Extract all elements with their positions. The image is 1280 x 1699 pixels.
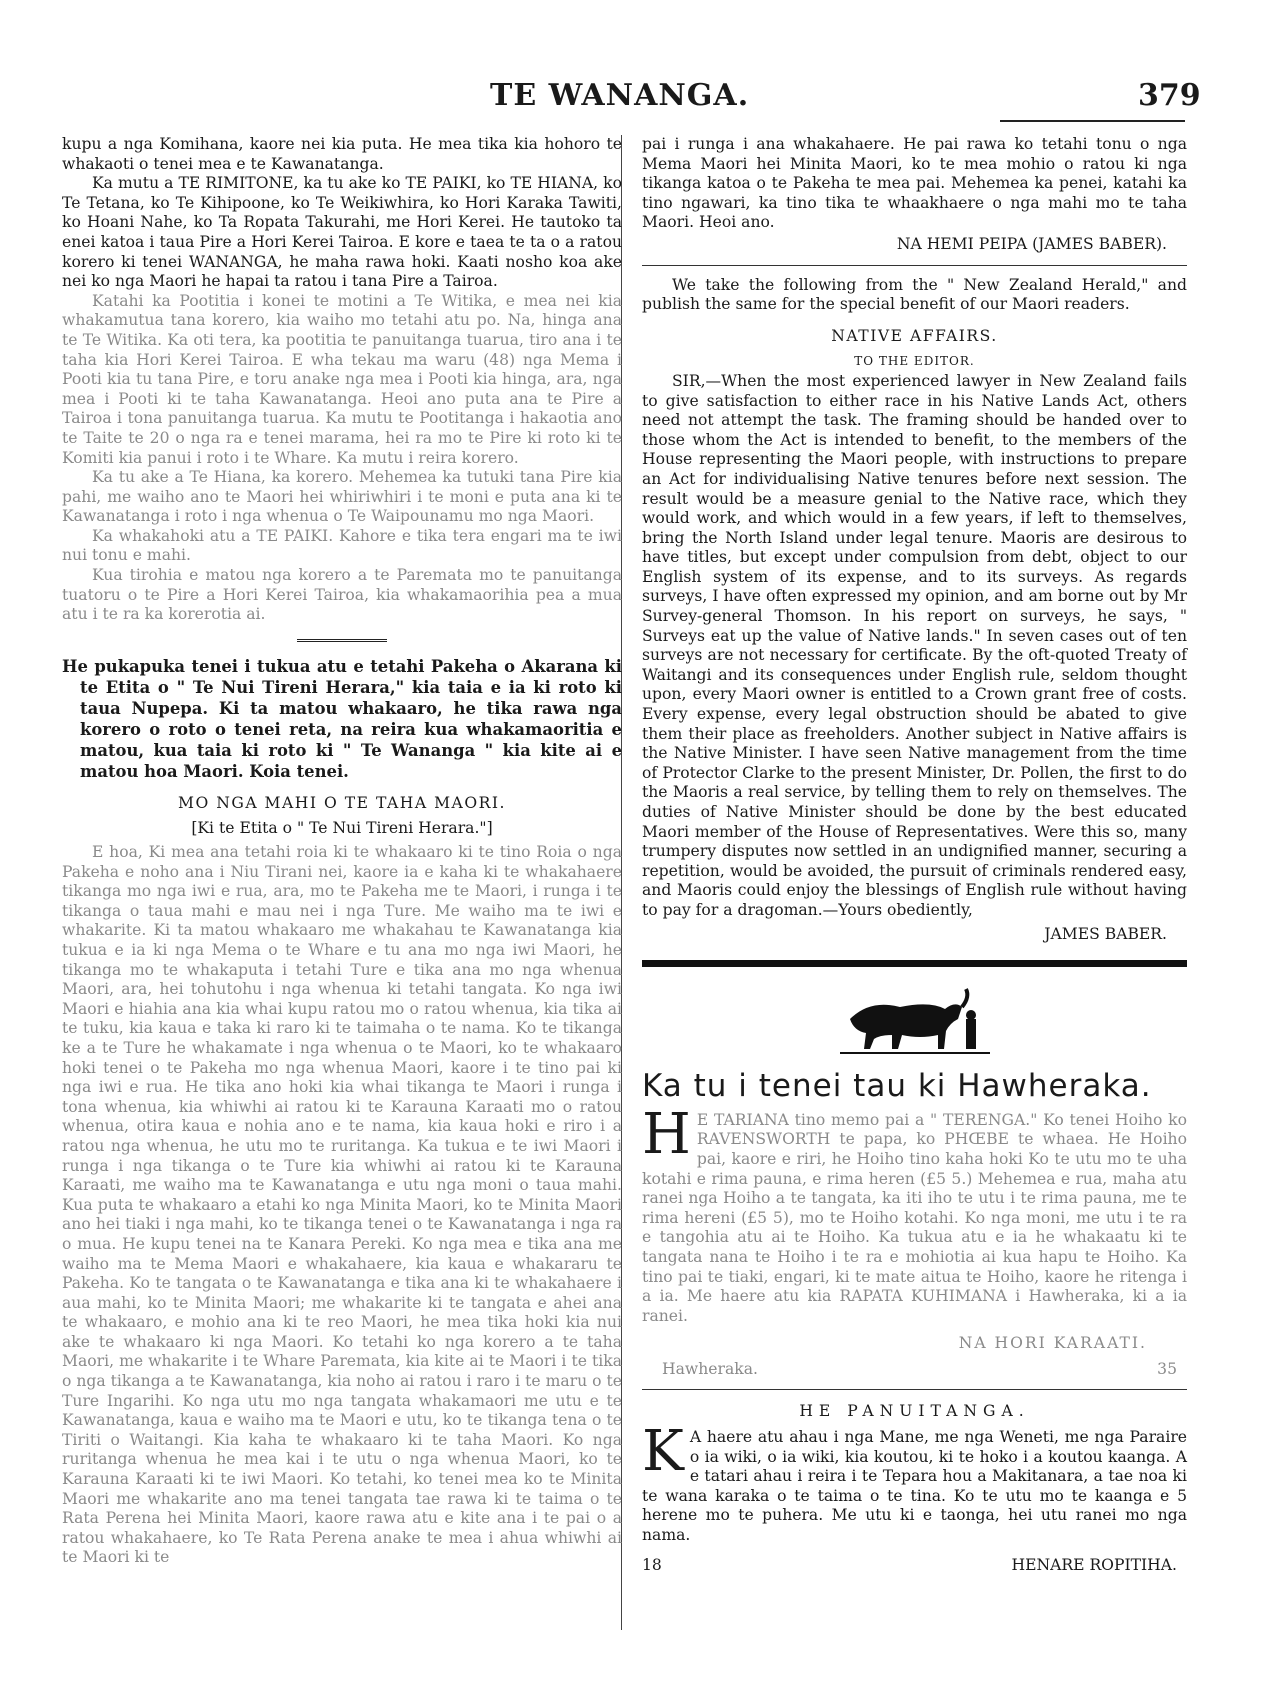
notice-text: A haere atu ahau i nga Mane, me nga Weneti, me nga Paraire o ia wiki, o ia wiki, kia koutou, ki te hoko i a koutou kaanga. A e tatari ahau i reira i te Tepara hou a Makitanara, a tae noa ki te wana karaka o te taima o te tina. Ko te utu mo te kaanga e 5 herene mo te puhera. Me utu ki e taonga, hei utu ranei mo nga nama. [642,1428,1187,1545]
divider [642,1389,1187,1390]
paragraph: pai i runga i ana whakahaere. He pai rawa ko tetahi tonu o nga Mema Maori hei Minita Maori, ko te mea mohio o ratou ki nga tikanga katoa o te Pakeha te mea pai. Mehemea ka penei, katahi ka tino ngawari, ka tino tika te whaakhaere o nga mahi mo te taha Maori. Heoi ano. [642,135,1187,232]
letter-signature: JAMES BABER. [1044,924,1167,943]
section-body: E hoa, Ki mea ana tetahi roia ki te whakaaro ki te tino Roia o nga Pakeha e noho ana i Niu Tirani nei, kaore ia e kaha ki te whakahaere tikanga mo nga iwi e rua, ara, mo te Pakeha me te Maori, i runga i te tikanga o taua mahi e mau nei i nga Ture. Me waiho ma te iwi e whakarite. Ki ta matou whakaaro me whakahau te Kawanatanga kia tukua e ia ki nga Mema o te Whare e tu ana mo nga iwi Maori, he tikanga mo te whakaputa i tetahi Ture e tika ana mo nga whenua Maori, ara, hei tohutohu i nga whenua ki tetahi tangata. Ko nga iwi Maori e hiahia ana kia whai kupu ratou mo o ratou whenua, kia tika ai te tuku, kia kaua e taka ki raro ki te taimaha o te nama. Ko te tikanga ke a te Ture he whakamate i nga whenua o te Maori, ko te whakaaro hoki tenei o te Pakeha mo nga whenua Maori, kaore i te tino pai ki nga iwi e rua. He tika ano hoki kia whai tikanga te Maori i runga i tona whenua, kia whiwhi ai ratou ki te Karauna Karaati mo o ratou whenua, otira kaua e nohia ano e te nama, kia kaua hoki e riro i a ratou nga whenua, he utu mo te ruritanga. Ka tukua e te iwi Maori i runga i nga tikanga o te Ture kia whiwhi ai ratou ki te Karauna Karaati, me waiho ma te Kawanatanga e utu nga moni o taua mahi. Kua puta te whakaaro a etahi ko nga Minita Maori, ko te Minita Maori ano hei tiaki i nga mahi, ko te tikanga tenei o te Kawanatanga i nga ra o mua. He kupu tenei na te Kanara Pereki. Ko nga mea e tika ana me waiho ma te Mema Maori e whakahaere, kia kaua e whakararu te Pakeha. Ko te tangata o te Kawanatanga e tika ana ki te whakahaere i aua mahi, ko te Minita Maori; me whakarite ki te tangata e ahei ana te whakaaro, e mohio ana ki te reo Maori, he mea tika hoki kia nui ake te whakaaro ki nga Maori. Ko tetahi ko nga korero a te taha Maori, me whakarite i te Whare Paremata, kia kite ai te Maori i te tika o nga tikanga a te Kawanatanga, kia noho ai ratou i raro i te maru o te Ture Ingarihi. Ko nga utu mo nga tangata whakamaori me utu e te Kawanatanga, kaua e waiho ma te Maori e utu, ko te tikanga tena o te Tiriti o Waitangi. Kia kaha te whakaaro ki te taha Maori. Ko nga ruritanga whenua he mea kai i te utu o nga whenua Maori, ko te Karauna Karaati ki te iwi Maori. Ko tetahi, ko tenei mea ko te Minita Maori me whakarite ano ma tenei tangata tae rawa ki te taima o te Rata Perena hei Minita Maori, kaore rawa atu e kite ana i te pai o a ratou whakahaere, ko Te Rata Perena anake te mea i ahua whiwhi ai te Maori ki te [62,843,622,1567]
paragraph: Ka mutu a TE RIMITONE, ka tu ake ko TE PAIKI, ko TE HIANA, ko Te Tetana, ko Te Kihipoone, ko Te Weikiwhira, ko Hori Karaka Tawiti, ko Hoani Nahe, ko Ta Ropata Takurahi, me Hori Kerei. He tautoko ta enei katoa i taua Pire a Hori Kerei Tairoa. E kore e taea te ta o a ratou korero ki tenei WANANGA, he maha rawa hoki. Kaati nosho koa ake nei ko nga Maori he hapai ta ratou i tana Pire a Tairoa. [62,174,622,291]
divider [642,265,1187,266]
left-column [62,135,622,1568]
paragraph: Ka tu ake a Te Hiana, ka korero. Mehemea ka tutuki tana Pire kia pahi, me waiho ano te Maori hei whiriwhiri i te moni e puta ana ki te Kawanatanga i roto i nga whenua o Te Waipounamu mo nga Maori. [62,468,622,526]
notice-signature: HENARE ROPITIHA. [1011,1555,1177,1574]
drop-cap: H [642,1101,691,1167]
page-header [0,78,1280,118]
paragraph: Ka whakahoki atu a TE PAIKI. Kahore e tika tera engari ma te iwi nui tonu e mahi. [62,526,622,565]
paragraph: Kua tirohia e matou nga korero a te Paremata mo te panuitanga tuatoru o te Pire a Hori Kerei Tairoa, kia whakamaorihia pea a mua atu i te ra ka korerotia ai. [62,566,622,624]
advert-number: 35 [1157,1359,1177,1378]
thick-divider [642,960,1187,967]
section-title: MO NGA MAHI O TE TAHA MAORI. [178,793,506,812]
section-separator [297,639,387,642]
newspaper-title: TE WANANGA. [490,78,750,113]
advert-signature: NA HORI KARAATI. [958,1334,1147,1353]
paragraph: kupu a nga Komihana, kaore nei kia puta. He mea tika kia hohoro te whakaoti o tenei mea e te Kawanatanga. [62,135,622,173]
notice-footer [642,1556,1187,1576]
notice-number: 18 [642,1555,662,1574]
horse-illustration [840,979,990,1059]
notice-title: HE PANUITANGA. [799,1402,1030,1421]
native-affairs-title: NATIVE AFFAIRS. [831,326,998,345]
to-editor-label: TO THE EDITOR. [854,354,975,369]
header-rule [1000,120,1185,122]
signature: NA HEMI PEIPA (JAMES BABER). [896,234,1167,253]
advert-body [642,1101,1187,1327]
advert-title: Ka tu i tenei tau ki Hawheraka. [642,1068,1152,1105]
section-subtitle: [Ki te Etita o " Te Nui Tireni Herara."] [191,819,493,838]
letter-body: SIR,—When the most experienced lawyer in New Zealand fails to give satisfaction to either race in his Native Lands Act, others need not attempt the task. The framing should be handed over to those whom the Act is intended to benefit, to the members of the House representing the Maori people, with instructions to prepare an Act for individualising Native tenures before next session. The result would be a measure genial to the Native race, which they would work, and which would in a few years, if left to themselves, bring the North Island under legal tenure. Maoris are desirous to have titles, but except under compulsion from debt, object to our English system of its expense, and to its surveys. As regards surveys, I have often expressed my opinion, and am borne out by Mr Survey-general Thomson. In his report on surveys, he says, " Surveys eat up the value of Native lands." In seven cases out of ten surveys are not necessary for certificate. By the oft-quoted Treaty of Waitangi and its consequences under English rule, seldom thought upon, every Maori owner is entitled to a Crown grant free of costs. Every expense, every legal obstruction should be abated to give them their place as freeholders. Another subject in Native affairs is the Native Minister. I have seen Native management from the time of Protector Clarke to the present Minister, Dr. Pollen, the first to do the Maoris a real service, by telling them to rely on themselves. The duties of Native Minister should be done by the best educated Maori member of the House of Representatives. Were this so, many trumpery disputes now settled in an undignified manner, securing a repetition, would be avoided, the pursuit of criminals rendered easy, and Maoris could enjoy the blessings of English rule without having to pay for a dragoman.—Yours obediently, [642,371,1187,919]
notice-body [642,1419,1187,1546]
advert-place: Hawheraka. [662,1359,758,1378]
advert-footer [662,1360,1177,1380]
paragraph: Katahi ka Pootitia i konei te motini a Te Witika, e mea nei kia whakamutua tana korero, kia waiho mo tetahi atu po. Na, hinga ana te Te Witika. Ka oti tera, ka pootitia te panuitanga tuarua, tiro ana i te taha kia Hori Kerei Tairoa. E wha tekau ma waru (48) nga Mema i Pooti kia tu tana Pire, e toru anake nga mea i Pooti kia hinga, ara, nga mea i Pooti ki te taha Kawanatanga. Heoi ano puta ana te Pire a Tairoa i tona panuitanga tuarua. Ka mutu te Pootitanga i hakaotia ano te Taite te 20 o nga ra e tenei marama, hei ra mo te Pire ki roto ki te Komiti kia panui i roto i te Whare. Ka mutu i reira korero. [62,291,622,467]
right-column [642,135,1187,1575]
intro-paragraph: He pukapuka tenei i tukua atu e tetahi Pakeha o Akarana ki te Etita o " Te Nui Tireni Herara," kia taia e ia ki roto ki taua Nupepa. Ki ta matou whakaaro, he tika rawa nga korero o roto o tenei reta, na reira kua whakamaoritia e matou, kua taia ki roto ki " Te Wananga " kia kite ai e matou hoa Maori. Koia tenei. [62,656,622,781]
advert-text: E TARIANA tino memo pai a " TERENGA." Ko tenei Hoiho ko RAVENSWORTH te papa, ko PHŒBE te whaea. He Hoiho pai, kaore e riri, he Hoiho tino kaha hoki Ko te utu mo te uha kotahi e rima pauna, e rima heren (£5 5.) Mehemea e rua, maha atu ranei nga Hoiho a te tangata, ka iti iho te utu i te rima pauna, me te rima hereni (£5 5), mo te Hoiho kotahi. Ko nga moni, me utu i te ra e tangohia atu ai te Hoiho. Ka tukua atu e ia he whakaatu ki te tangata nana te Hoiho i te ra e mohiotia ai kua hapu te Hoiho. Ka tino pai te tiaki, engari, ki te mate aitua te Hoiho, kaore he ritenga i a ia. Me haere atu kia RAPATA KUHIMANA i Hawheraka, ki a ia ranei. [642,1110,1187,1325]
page-number: 379 [1138,78,1201,113]
herald-intro: We take the following from the " New Zealand Herald," and publish the same for the special benefit of our Maori readers. [642,275,1187,314]
drop-cap: K [642,1419,684,1485]
